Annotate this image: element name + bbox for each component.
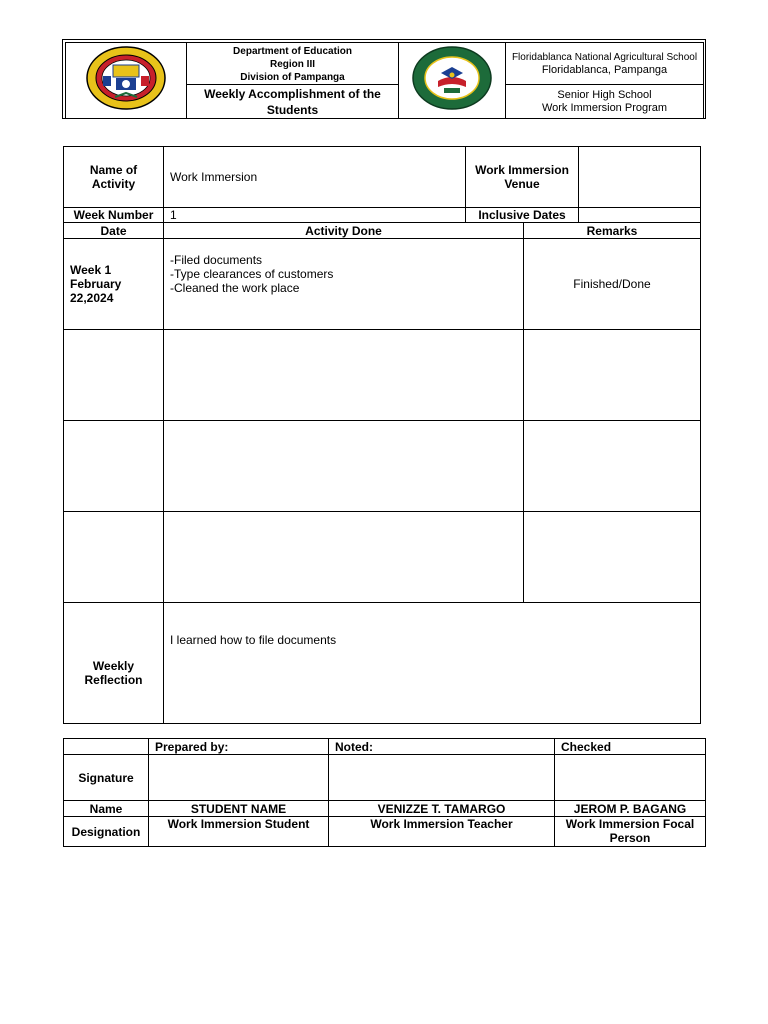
entry-activities[interactable]: -Filed documents -Type clearances of customers -Cleaned the work place bbox=[164, 239, 524, 330]
header-table bbox=[65, 42, 704, 119]
week-number-field[interactable]: 1 bbox=[164, 208, 466, 223]
teacher-name[interactable]: VENIZZE T. TAMARGO bbox=[329, 801, 555, 817]
entry-date[interactable] bbox=[64, 512, 164, 603]
inclusive-dates-label: Inclusive Dates bbox=[466, 208, 579, 223]
entry-date[interactable] bbox=[64, 421, 164, 512]
form-title: Weekly Accomplishment of the Students bbox=[187, 85, 399, 119]
program-heading: Senior High School Work Immersion Program bbox=[506, 85, 704, 119]
remarks-column-header: Remarks bbox=[524, 223, 701, 239]
designation-label: Designation bbox=[64, 817, 149, 847]
entry-remarks[interactable] bbox=[524, 512, 701, 603]
entry-activities[interactable] bbox=[164, 421, 524, 512]
signature-label: Signature bbox=[64, 755, 149, 801]
inclusive-dates-field[interactable] bbox=[579, 208, 701, 223]
student-designation[interactable]: Work Immersion Student bbox=[149, 817, 329, 847]
entry-remarks[interactable]: Finished/Done bbox=[524, 239, 701, 330]
venue-label: Work Immersion Venue bbox=[466, 147, 579, 208]
entry-remarks[interactable] bbox=[524, 330, 701, 421]
entry-date[interactable] bbox=[64, 330, 164, 421]
activity-name-field[interactable]: Work Immersion bbox=[164, 147, 466, 208]
entry-activities[interactable] bbox=[164, 512, 524, 603]
reflection-field[interactable]: I learned how to file documents bbox=[164, 603, 701, 724]
activity-name-label: Name of Activity bbox=[64, 147, 164, 208]
week-number-label: Week Number bbox=[64, 208, 164, 223]
activity-column-header: Activity Done bbox=[164, 223, 524, 239]
school-seal-icon bbox=[411, 45, 493, 111]
accomplishment-form bbox=[63, 146, 701, 724]
deped-seal-icon bbox=[85, 45, 167, 111]
reflection-label: Weekly Reflection bbox=[64, 603, 164, 724]
deped-logo-cell bbox=[66, 43, 187, 119]
student-name[interactable]: STUDENT NAME bbox=[149, 801, 329, 817]
entry-date[interactable]: Week 1 February 22,2024 bbox=[64, 239, 164, 330]
table-row bbox=[64, 421, 701, 512]
teacher-designation[interactable]: Work Immersion Teacher bbox=[329, 817, 555, 847]
table-row bbox=[64, 239, 701, 330]
table-row bbox=[64, 512, 701, 603]
date-column-header: Date bbox=[64, 223, 164, 239]
deped-heading: Department of Education Region III Division of Pampanga bbox=[187, 43, 399, 85]
entry-remarks[interactable] bbox=[524, 421, 701, 512]
school-logo-cell bbox=[399, 43, 506, 119]
signature-table bbox=[63, 738, 706, 847]
teacher-signature-field[interactable] bbox=[329, 755, 555, 801]
sig-corner bbox=[64, 739, 149, 755]
checked-label: Checked bbox=[555, 739, 706, 755]
noted-label: Noted: bbox=[329, 739, 555, 755]
focal-signature-field[interactable] bbox=[555, 755, 706, 801]
focal-designation[interactable]: Work Immersion Focal Person bbox=[555, 817, 706, 847]
student-signature-field[interactable] bbox=[149, 755, 329, 801]
focal-name[interactable]: JEROM P. BAGANG bbox=[555, 801, 706, 817]
entry-activities[interactable] bbox=[164, 330, 524, 421]
prepared-by-label: Prepared by: bbox=[149, 739, 329, 755]
school-heading: Floridablanca National Agricultural School Floridablanca, Pampanga bbox=[506, 43, 704, 85]
name-label: Name bbox=[64, 801, 149, 817]
table-row bbox=[64, 330, 701, 421]
venue-field[interactable] bbox=[579, 147, 701, 208]
